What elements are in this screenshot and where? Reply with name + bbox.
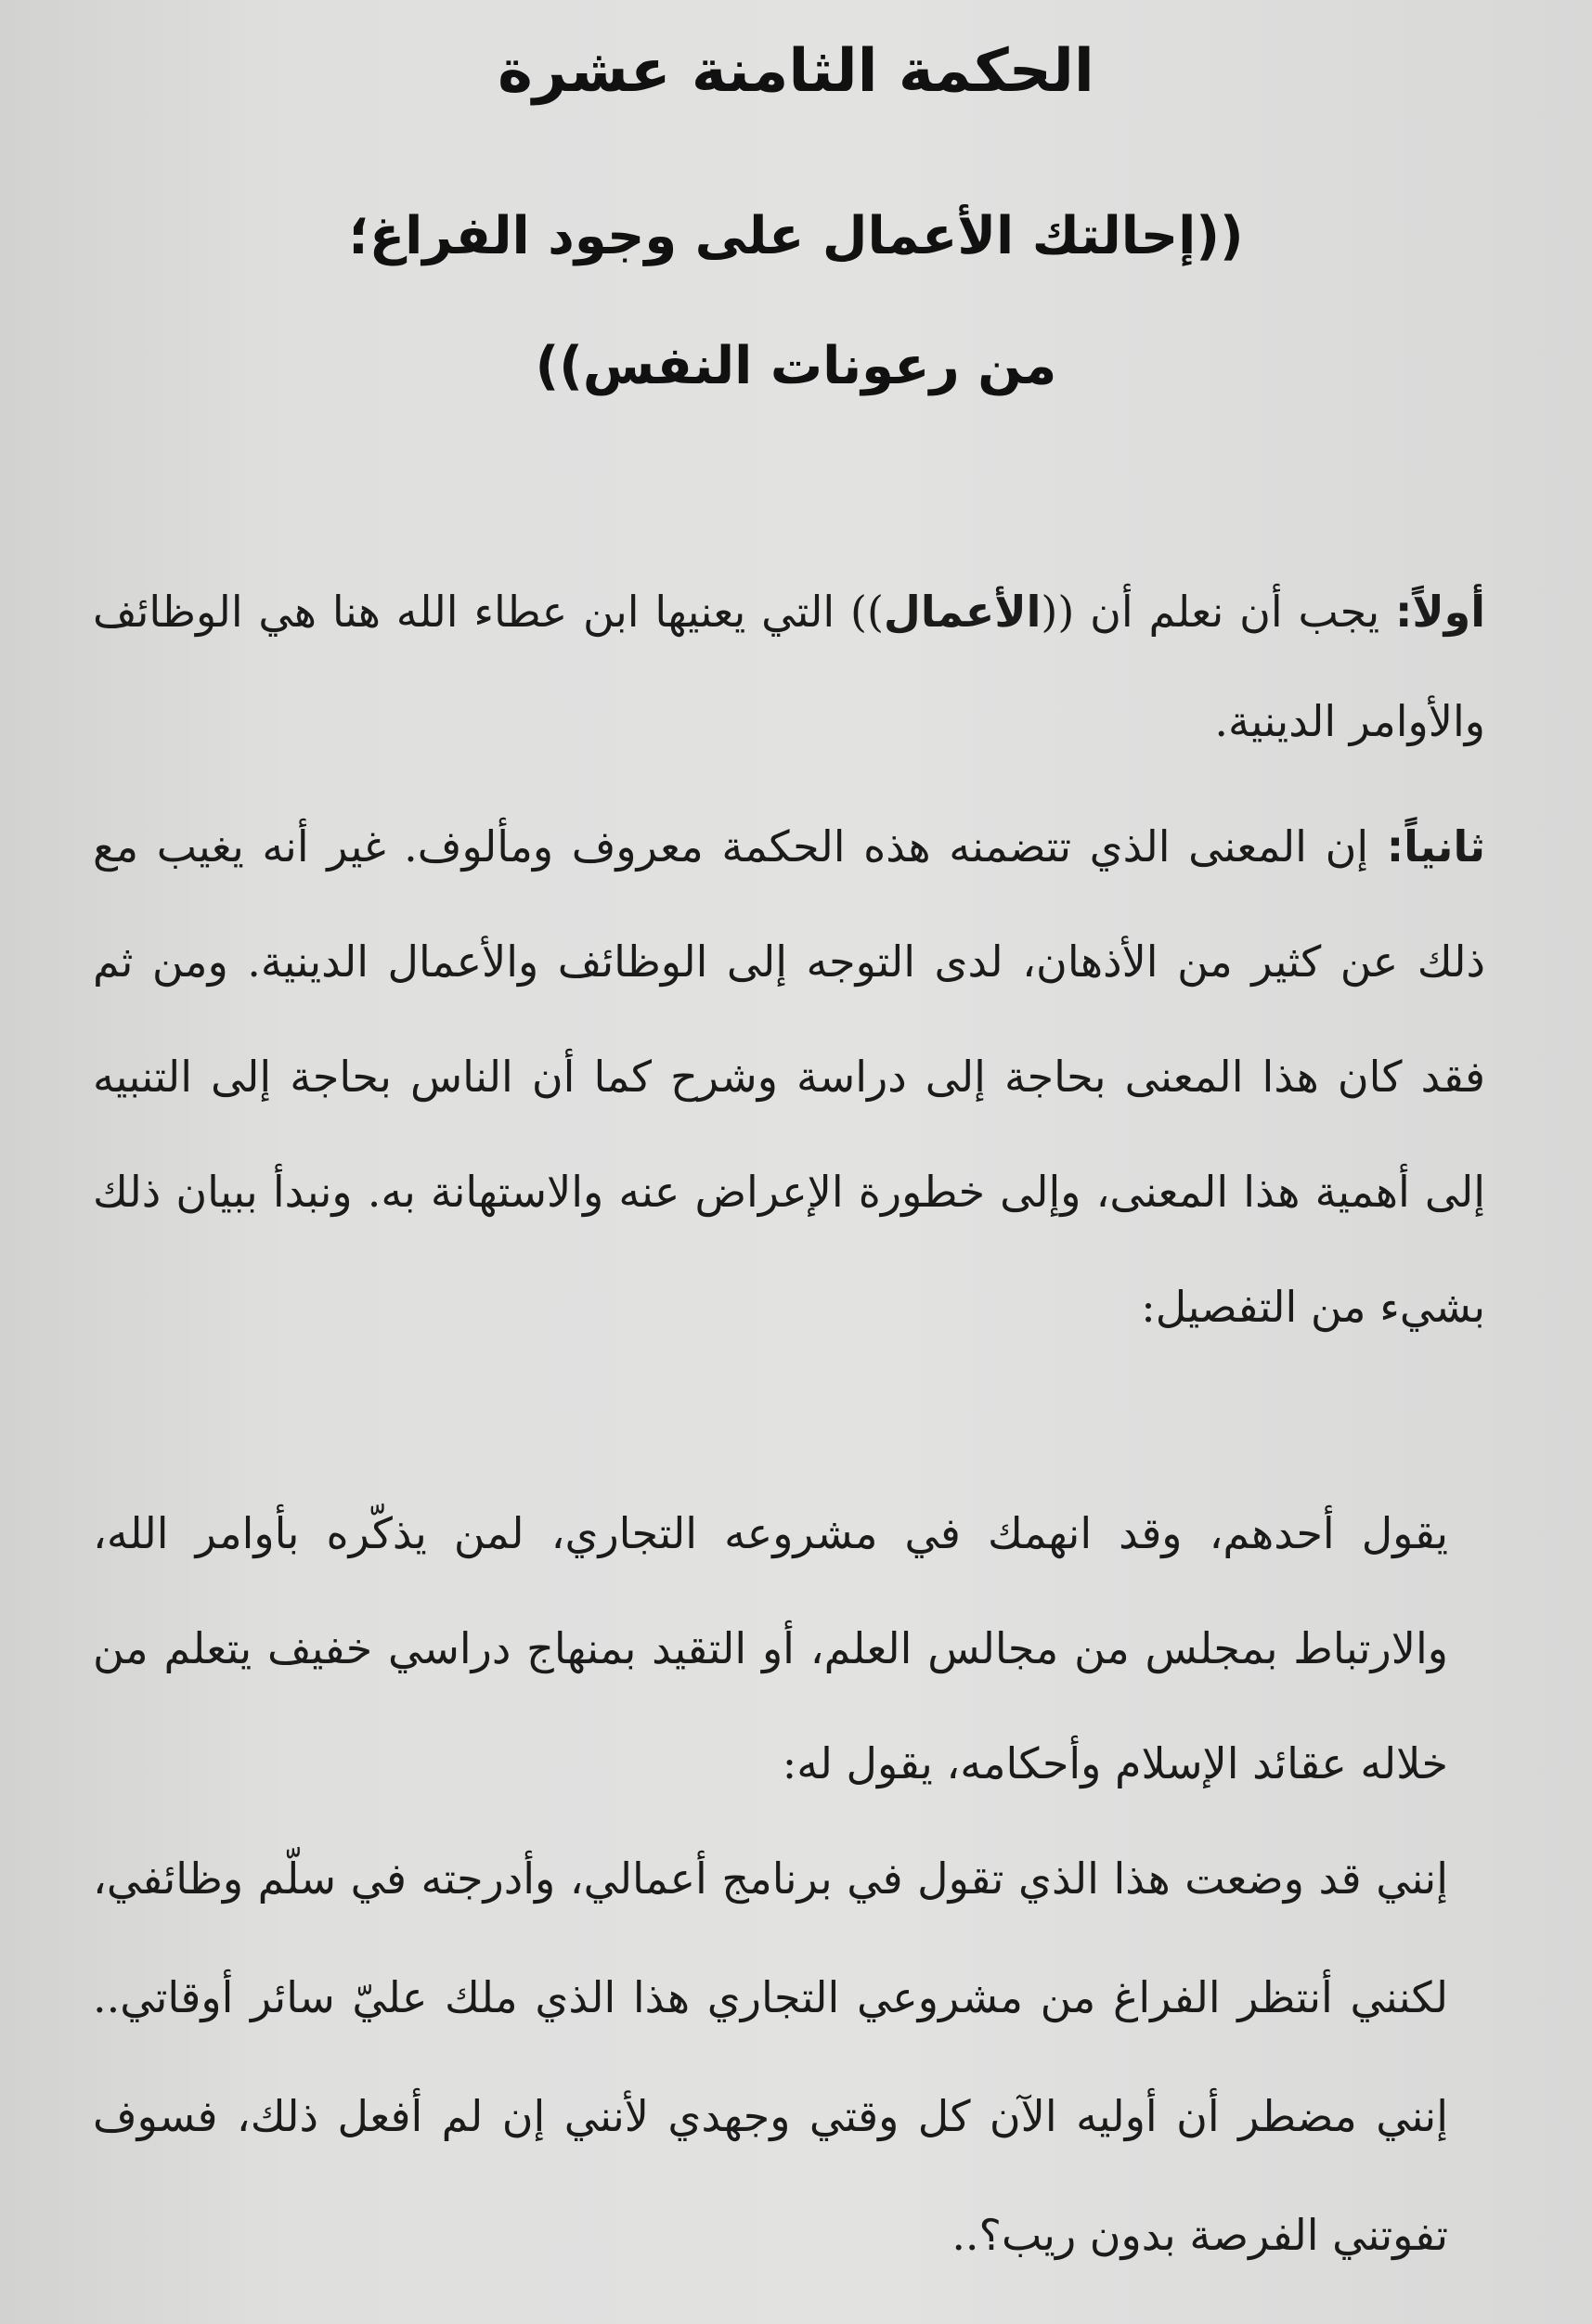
chapter-subtitle-line-1: ((إحالتك الأعمال على وجود الفراغ؛ — [348, 206, 1244, 266]
paragraph-first-before: يجب أن نعلم أن (( — [1041, 587, 1395, 637]
paragraph-second-body: إن المعنى الذي تتضمنه هذه الحكمة معروف ومألوف. غير أنه يغيب مع ذلك عن كثير من الأذهان، لدى التوجه إلى الوظائف والأعمال الدينية. ومن ثم فقد كان هذا المعنى بحاجة إلى دراسة وشرح كما أن الناس بحاجة إلى التنبيه إلى أهمية هذا المعنى، وإلى خطورة الإعراض عنه والاستهانة به. ونبدأ ببيان ذلك بشيء من التفصيل: — [93, 821, 1485, 1332]
paragraph-second-lead: ثانياً: — [1386, 821, 1485, 872]
paragraph-fourth-body: إنني قد وضعت هذا الذي تقول في برنامج أعمالي، وأدرجته في سلّم وظائفي، لكنني أنتظر الفراغ من مشروعي التجاري هذا الذي ملك عليّ سائر أوقاتي.. إنني مضطر أن أوليه الآن كل وقتي وجهدي لأنني إن لم أفعل ذلك، فسوف تفوتني الفرصة بدون ريب؟.. — [93, 1853, 1448, 2260]
paragraph-third-body: يقول أحدهم، وقد انهمك في مشروعه التجاري، لمن يذكّره بأوامر الله، والارتباط بمجلس من مجالس العلم، أو التقيد بمنهاج دراسي خفيف يتعلم من خلاله عقائد الإسلام وأحكامه، يقول له: — [93, 1508, 1448, 1788]
paragraph-fourth — [93, 1819, 1485, 2294]
paragraph-first-emphasis: الأعمال — [883, 587, 1042, 637]
paragraph-first — [93, 557, 1485, 776]
paragraph-second-text — [93, 789, 1485, 1364]
paragraph-second — [93, 789, 1485, 1364]
paragraph-third — [93, 1476, 1485, 1821]
chapter-title: الحكمة الثامنة عشرة — [498, 37, 1094, 106]
paragraph-first-after: )) التي يعنيها ابن عطاء الله هنا هي الوظائف والأوامر الدينية. — [93, 587, 1485, 746]
chapter-subtitle-line-2: من رعونات النفس)) — [535, 336, 1057, 396]
paragraph-first-text — [93, 557, 1485, 776]
paragraph-first-lead: أولاً: — [1394, 587, 1485, 637]
